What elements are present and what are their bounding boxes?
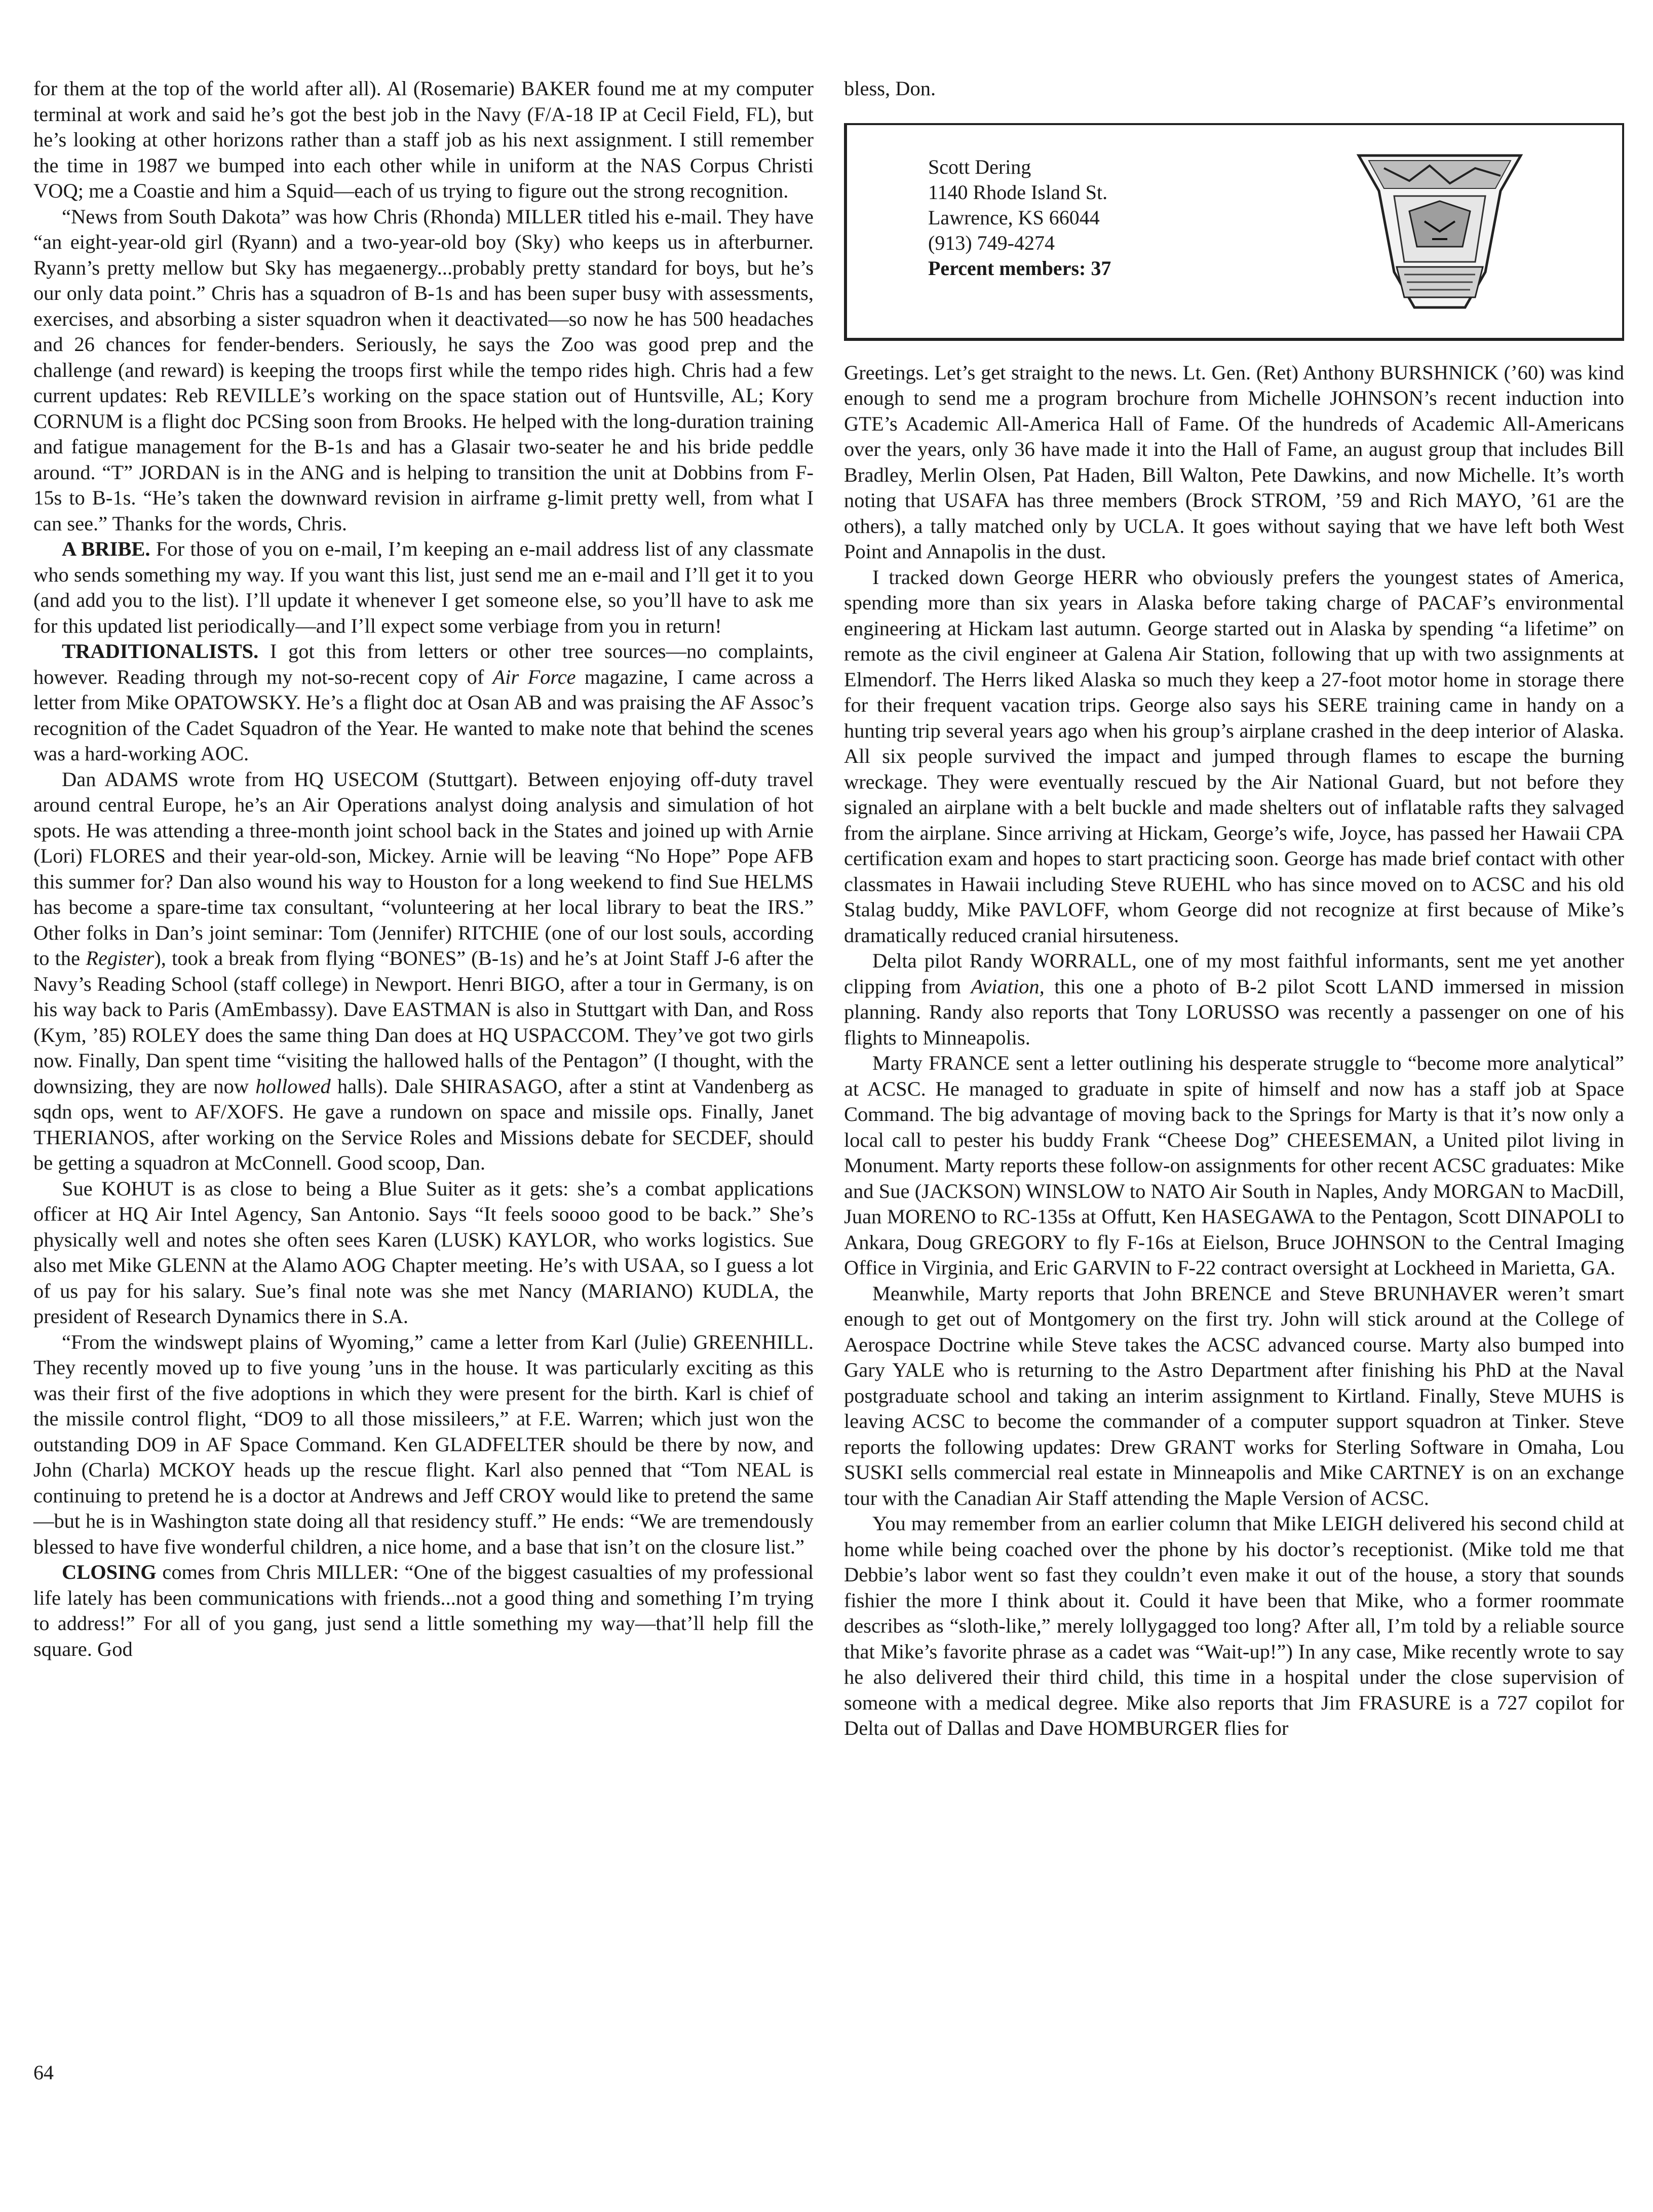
paragraph-miller: “News from South Dakota” was how Chris (Rhonda) MILLER titled his e-mail. They have “an eight-year-old girl (Ryann) and a two-year-old boy (Sky) who keeps us in afterburner. Ryann’s pretty mellow but Sky has megaenergy...probably pretty standard for boys, but he’s our only data point.” Chris has a squadron of B-1s and has been super busy with assessments, exercises, and absorbing a sister squadron when it deactivated—so now he has 500 headaches and 26 chances for fender-benders. Seriously, he says the Zoo was good prep and the challenge (and reward) is keeping the troops first while the tempo rides high. Chris had a few current updates: Reb REVILLE’s working on the space station out of Huntsville, AL; Kory CORNUM is a flight doc PCSing soon from Brooks. He helped with the long-duration training and fatigue management for the B-1s and has a Glasair two-seater he and his bride peddle around. “T” JORDAN is in the ANG and is helping to transition the unit at Dobbins from F-15s to B-1s. “He’s taken the downward revision in airframe g-limit pretty well, from what I can see.” Thanks for the words, Chris. <box>33 205 814 535</box>
paragraph-baker: for them at the top of the world after all). Al (Rosemarie) BAKER found me at my computer terminal at work and said he’s got the best job in the Navy (F/A-18 IP at Cecil Field, FL), but he’s looking at other horizons rather than a staff job as his next assignment. I still remember the time in 1987 we bumped into each other while in uniform at the NAS Corpus Christi VOQ; me a Coastie and him a Squid—each of us trying to figure out the strong recognition. <box>33 77 814 202</box>
paragraph-adams: Dan ADAMS wrote from HQ USECOM (Stuttgart). Between enjoying off-duty travel around central Europe, he’s an Air Operations analyst doing analysis and simulation of hot spots. He was attending a three-month joint school back in the States and joined up with Arnie (Lori) FLORES and their year-old-son, Mickey. Arnie will be leaving “No Hope” Pope AFB this summer for? Dan also wound his way to Houston for a long weekend to find Sue HELMS has become a spare-time tax consultant, “volunteering at her local library to beat the IRS.” Other folks in Dan’s joint seminar: Tom (Jennifer) RITCHIE (one of our lost souls, according to the Register), took a break from flying “BONES” (B-1s) and he’s at Joint Staff J-6 after the Navy’s Reading School (staff college) in Newport. Henri BIGO, after a tour in Germany, is on his way back to Paris (AmEmbassy). Dave EASTMAN is also in Stuttgart with Dan, and Ross (Kym, ’85) ROLEY does the same thing Dan does at HQ USPACCOM. They’ve got two girls now. Finally, Dan spent time “visiting the hallowed halls of the Pentagon” (I thought, with the downsizing, they are now hollowed halls). Dale SHIRASAGO, after a stint at Vandenberg as sqdn ops, went to AF/XOFS. He gave a rundown on space and missile ops. Finally, Janet THERIANOS, after working on the Service Roles and Missions debate for SECDEF, should be getting a squadron at McConnell. Good scoop, Dan. <box>33 767 814 1174</box>
paragraph-worrall: Delta pilot Randy WORRALL, one of my most faithful informants, sent me yet another clipping from Aviation, this one a photo of B-2 pilot Scott LAND immersed in mission planning. Randy also reports that Tony LORUSSO was recently a passenger on one of his flights to Minneapolis. <box>844 949 1624 1049</box>
page-number: 64 <box>33 2061 54 2084</box>
class-scribe-contact-box <box>844 123 1624 341</box>
paragraph-brence: Meanwhile, Marty reports that John BRENCE and Steve BRUNHAVER weren’t smart enough to get out of Montgomery on the first try. John will stick around at the College of Aerospace Doctrine while Steve takes the ACSC advanced course. Marty also bumped into Gary YALE who is returning to the Astro Department after finishing his PhD at the Naval postgraduate school and taking an interim assignment to Kirtland. Finally, Steve MUHS is leaving ACSC to become the commander of a computer support squadron at Tinker. Steve reports the following updates: Drew GRANT works for Sterling Software in Omaha, Lou SUSKI sells commercial real estate in Minneapolis and Mike CARTNEY is on an exchange tour with the Canadian Air Staff attending the Maple Version of ACSC. <box>844 1282 1624 1509</box>
left-column <box>33 76 814 1662</box>
scribe-name: Scott Dering <box>928 155 1031 178</box>
scribe-city: Lawrence, KS 66044 <box>928 206 1100 229</box>
right-column <box>844 76 1624 1741</box>
paragraph-leigh: You may remember from an earlier column that Mike LEIGH delivered his second child at home while being coached over the phone by his doctor’s receptionist. (Mike told me that Debbie’s labor went so fast they couldn’t even make it out of the house, a story that sounds fishier the more I think about it. Could it have been that Mike, who a former roommate describes as “sloth-like,” merely lollygagged too long? After all, I’m told by a reliable source that Mike’s favorite phrase as a cadet was “Wait-up!”) In any case, Mike recently wrote to say he also delivered their third child, this time in a hospital under the close supervision of someone with a medical degree. Mike also reports that Jim FRASURE is a 727 copilot for Delta out of Dallas and Dave HOMBURGER flies for <box>844 1512 1624 1739</box>
paragraph-burshnick: Greetings. Let’s get straight to the news. Lt. Gen. (Ret) Anthony BURSHNICK (’60) was kind enough to send me a program brochure from Michelle JOHNSON’s recent induction into GTE’s Academic All-America Hall of Fame. Of the hundreds of Academic All-Americans over the years, only 36 have made it into the Hall of Fame, an august group that includes Bill Bradley, Merlin Olsen, Pat Haden, Bill Walton, Pete Dawkins, and now Michelle. It’s worth noting that USAFA has three members (Brock STROM, ’59 and Rich MAYO, ’61 are the others), a tally matched only by UCLA. It goes without saying that we have left both West Point and Annapolis in the dust. <box>844 361 1624 563</box>
class-crest-icon <box>1349 145 1531 318</box>
paragraph-bribe: A BRIBE. For those of you on e-mail, I’m keeping an e-mail address list of any classmate who sends something my way. If you want this list, just send me an e-mail and I’ll get it to you (and add you to the list). I’ll update it whenever I get someone else, so you’ll have to ask me for this updated list periodically—and I’ll expect some verbiage from you in return! <box>33 537 814 637</box>
section-heading-bribe: A BRIBE. <box>62 537 150 560</box>
paragraph-traditionalists: TRADITIONALISTS. I got this from letters or other tree sources—no complaints, however. Reading through my not-so-recent copy of Air Force magazine, I came across a letter from Mike OPATOWSKY. He’s a flight doc at Osan AB and was praising the AF Assoc’s recognition of the Cadet Squadron of the Year. He wanted to make note that behind the scenes was a hard-working AOC. <box>33 640 814 765</box>
contact-details <box>928 154 1111 281</box>
paragraph-continuation: bless, Don. <box>844 77 936 100</box>
paragraph-france: Marty FRANCE sent a letter outlining his desperate struggle to “become more analytical” at ACSC. He managed to graduate in spite of himself and now has a staff job at Space Command. The big advantage of moving back to the Springs for Marty is that it’s now only a local call to pester his buddy Frank “Cheese Dog” CHEESEMAN, a United pilot living in Monument. Marty reports these follow-on assignments for other recent ACSC graduates: Mike and Sue (JACKSON) WINSLOW to NATO Air South in Naples, Andy MORGAN to MacDill, Juan MORENO to RC-135s at Offutt, Ken HASEGAWA to the Pentagon, Scott DINAPOLI to Ankara, Doug GREGORY to fly F-16s at Eielson, Bruce JOHNSON to the Central Imaging Office in Virginia, and Eric GARVIN to F-22 contract oversight at Lockheed in Marietta, GA. <box>844 1052 1624 1279</box>
section-heading-closing: CLOSING <box>62 1561 157 1583</box>
paragraph-closing: CLOSING comes from Chris MILLER: “One of the biggest casualties of my professional life lately has been communications with friends...not a good thing and something I’m trying to address!” For all of you gang, just send a little something my way—that’ll help fill the square. God <box>33 1561 814 1660</box>
scribe-street: 1140 Rhode Island St. <box>928 180 1108 204</box>
paragraph-kohut: Sue KOHUT is as close to being a Blue Suiter as it gets: she’s a combat applications officer at HQ Air Intel Agency, San Antonio. Says “It feels soooo good to be back.” She’s physically well and notes she often sees Karen (LUSK) KAYLOR, who works logistics. Sue also met Mike GLENN at the Alamo AOG Chapter meeting. He’s with USAA, so I guess a lot of us pay for his salary. Sue’s final note was she met Nancy (MARIANO) KUDLA, the president of Research Dynamics there in S.A. <box>33 1177 814 1328</box>
paragraph-herr: I tracked down George HERR who obviously prefers the youngest states of America, spending more than six years in Alaska before taking charge of PACAF’s environmental engineering at Hickam last autumn. George started out in Alaska by spending “a lifetime” on remote as the civil engineer at Galena Air Station, following that up with two assignments at Elmendorf. The Herrs liked Alaska so much they keep a 27-foot motor home in storage there for their frequent vacation trips. George also says his SERE training came in handy on a hunting trip several years ago when his group’s airplane crashed in the deep interior of Alaska. All six people survived the impact and jumped through flames to escape the burning wreckage. They were eventually rescued by the Air National Guard, but not before they signaled an airplane with a belt buckle and made shelters out of inflatable rafts they salvaged from the airplane. Since arriving at Hickam, George’s wife, Joyce, has passed her Hawaii CPA certification exam and hopes to start practicing soon. George has made brief contact with other classmates in Hawaii including Steve RUEHL who has since moved on to ACSC and his old Stalag buddy, Mike PAVLOFF, whom George did not recognize at first because of Mike’s dramatically reduced cranial hirsuteness. <box>844 565 1624 947</box>
percent-members: Percent members: 37 <box>928 256 1111 280</box>
scribe-phone: (913) 749-4274 <box>928 231 1055 254</box>
section-heading-traditionalists: TRADITIONALISTS. <box>62 640 259 663</box>
paragraph-greenhill: “From the windswept plains of Wyoming,” came a letter from Karl (Julie) GREENHILL. They recently moved up to five young ’uns in the house. It was particularly exciting as this was their first of the five adoptions in which they were present for the birth. Karl is chief of the missile control flight, “DO9 to all those missileers,” at F.E. Warren; which just won the outstanding DO9 in AF Space Command. Ken GLADFELTER should be there by now, and John (Charla) MCKOY heads up the rescue flight. Karl also penned that “Tom NEAL is continuing to pretend he is a doctor at Andrews and Jeff CROY would like to pretend the same—but he is in Washington state doing all that residency stuff.” He ends: “We are tremendously blessed to have five wonderful children, a nice home, and a base that isn’t on the closure list.” <box>33 1330 814 1558</box>
